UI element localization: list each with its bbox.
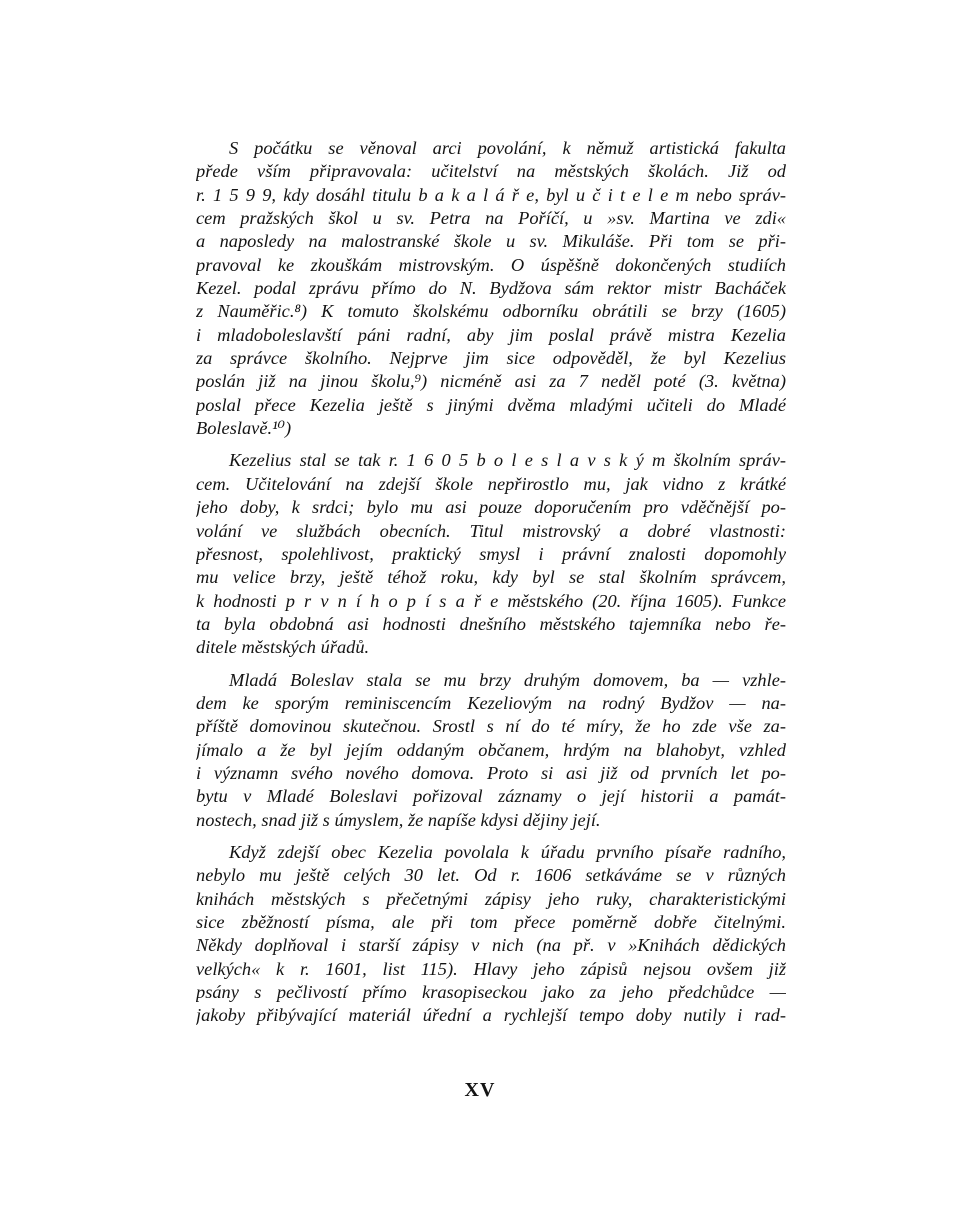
text-line: nostech, snad již s úmyslem, že napíše kdysi dějiny její. bbox=[196, 809, 601, 830]
text-line: přede vším připravovala: učitelství na městských školách. Již od bbox=[196, 161, 786, 182]
text-line: příště domovinou skutečnou. Srostl s ní do té míry, že ho zde vše za- bbox=[196, 716, 786, 737]
text-line: pravoval ke zkouškám mistrovským. O úspěšně dokončených studiích bbox=[196, 254, 786, 275]
paragraph-4 bbox=[196, 841, 786, 1028]
text-line: cem. Učitelování na zdejší škole nepřirostlo mu, jak vidno z krátké bbox=[196, 473, 786, 494]
text-line: volání ve službách obecních. Titul mistrovský a dobré vlastnosti: bbox=[196, 520, 786, 541]
text-line: nebylo mu ještě celých 30 let. Od r. 1606 setkáváme se v různých bbox=[196, 865, 786, 886]
text-line: mu velice brzy, ještě téhož roku, kdy byl se stal školním správcem, bbox=[196, 567, 786, 588]
paragraph-gap bbox=[196, 440, 786, 449]
text-line: velkých« k r. 1601, list 115). Hlavy jeho zápisů nejsou ovšem již bbox=[196, 958, 786, 979]
text-line: poslán již na jinou školu,⁹) nicméně asi za 7 neděl poté (3. května) bbox=[196, 371, 786, 392]
text-line: sice zběžností písma, ale při tom přece poměrně dobře čitelnými. bbox=[196, 912, 786, 932]
text-line: Boleslavě.¹⁰) bbox=[196, 418, 292, 439]
text-line: knihách městských s přečetnými zápisy jeho ruky, charakteristickými bbox=[196, 888, 786, 909]
text-line: Mladá Boleslav stala se mu brzy druhým domovem, ba — vzhle- bbox=[229, 669, 786, 690]
text-line: Kezel. podal zprávu přímo do N. Bydžova sám rektor mistr Bacháček bbox=[196, 278, 786, 299]
page-number: XV bbox=[464, 1079, 496, 1101]
paragraph-3 bbox=[196, 669, 786, 832]
text-line: jeho doby, k srdci; bylo mu asi pouze doporučením pro vděčnější po- bbox=[196, 497, 786, 518]
text-line: z Nauměřic.⁸) K tomuto školskému odborníku obrátili se brzy (1605) bbox=[196, 301, 786, 322]
text-line: za správce školního. Nejprve jim sice odpověděl, že byl Kezelius bbox=[196, 348, 786, 369]
text-line: jakoby přibývající materiál úřední a rychlejší tempo doby nutily i rad- bbox=[196, 1005, 786, 1026]
text-line: Někdy doplňoval i starší zápisy v nich (na př. v »Knihách dědických bbox=[196, 935, 786, 956]
text-line: r. 1 5 9 9, kdy dosáhl titulu b a k a l á ř e, byl u č i t e l e m nebo správ- bbox=[196, 184, 786, 205]
text-line: ta byla obdobná asi hodnosti dnešního městského tajemníka nebo ře- bbox=[196, 613, 786, 634]
text-line: S počátku se věnoval arci povolání, k němuž artistická fakulta bbox=[229, 138, 786, 158]
text-line: bytu v Mladé Boleslavi pořizoval záznamy o její historii a památ- bbox=[196, 786, 786, 807]
paragraph-2 bbox=[196, 449, 786, 659]
text-line: ditele městských úřadů. bbox=[196, 637, 370, 658]
text-line: psány s pečlivostí přímo krasopiseckou jako za jeho předchůdce — bbox=[196, 982, 786, 1003]
text-line: i mladoboleslavští páni radní, aby jim poslal právě mistra Kezelia bbox=[196, 324, 786, 345]
text-line: dem ke sporým reminiscencím Kezeliovým na rodný Bydžov — na- bbox=[196, 692, 786, 713]
text-line: jímalo a že byl jejím oddaným občanem, hrdým na blahobyt, vzhled bbox=[196, 739, 786, 760]
text-line: Kezelius stal se tak r. 1 6 0 5 b o l e s l a v s k ý m školním správ- bbox=[229, 450, 786, 471]
text-line: a naposledy na malostranské škole u sv. Mikuláše. Při tom se při- bbox=[196, 231, 786, 252]
text-line: i významn svého nového domova. Proto si asi již od prvních let po- bbox=[196, 762, 786, 783]
text-line: přesnost, spolehlivost, praktický smysl i právní znalosti dopomohly bbox=[196, 543, 786, 564]
text-line: Když zdejší obec Kezelia povolala k úřadu prvního písaře radního, bbox=[229, 841, 786, 862]
body-text bbox=[196, 137, 786, 1028]
paragraph-1 bbox=[196, 137, 786, 440]
paragraph-gap bbox=[196, 660, 786, 669]
paragraph-gap bbox=[196, 832, 786, 841]
text-line: k hodnosti p r v n í h o p í s a ř e městského (20. října 1605). Funkce bbox=[196, 590, 786, 611]
text-line: cem pražských škol u sv. Petra na Poříčí, u »sv. Martina ve zdi« bbox=[196, 208, 786, 229]
text-line: poslal přece Kezelia ještě s jinými dvěma mladými učiteli do Mladé bbox=[196, 394, 786, 415]
